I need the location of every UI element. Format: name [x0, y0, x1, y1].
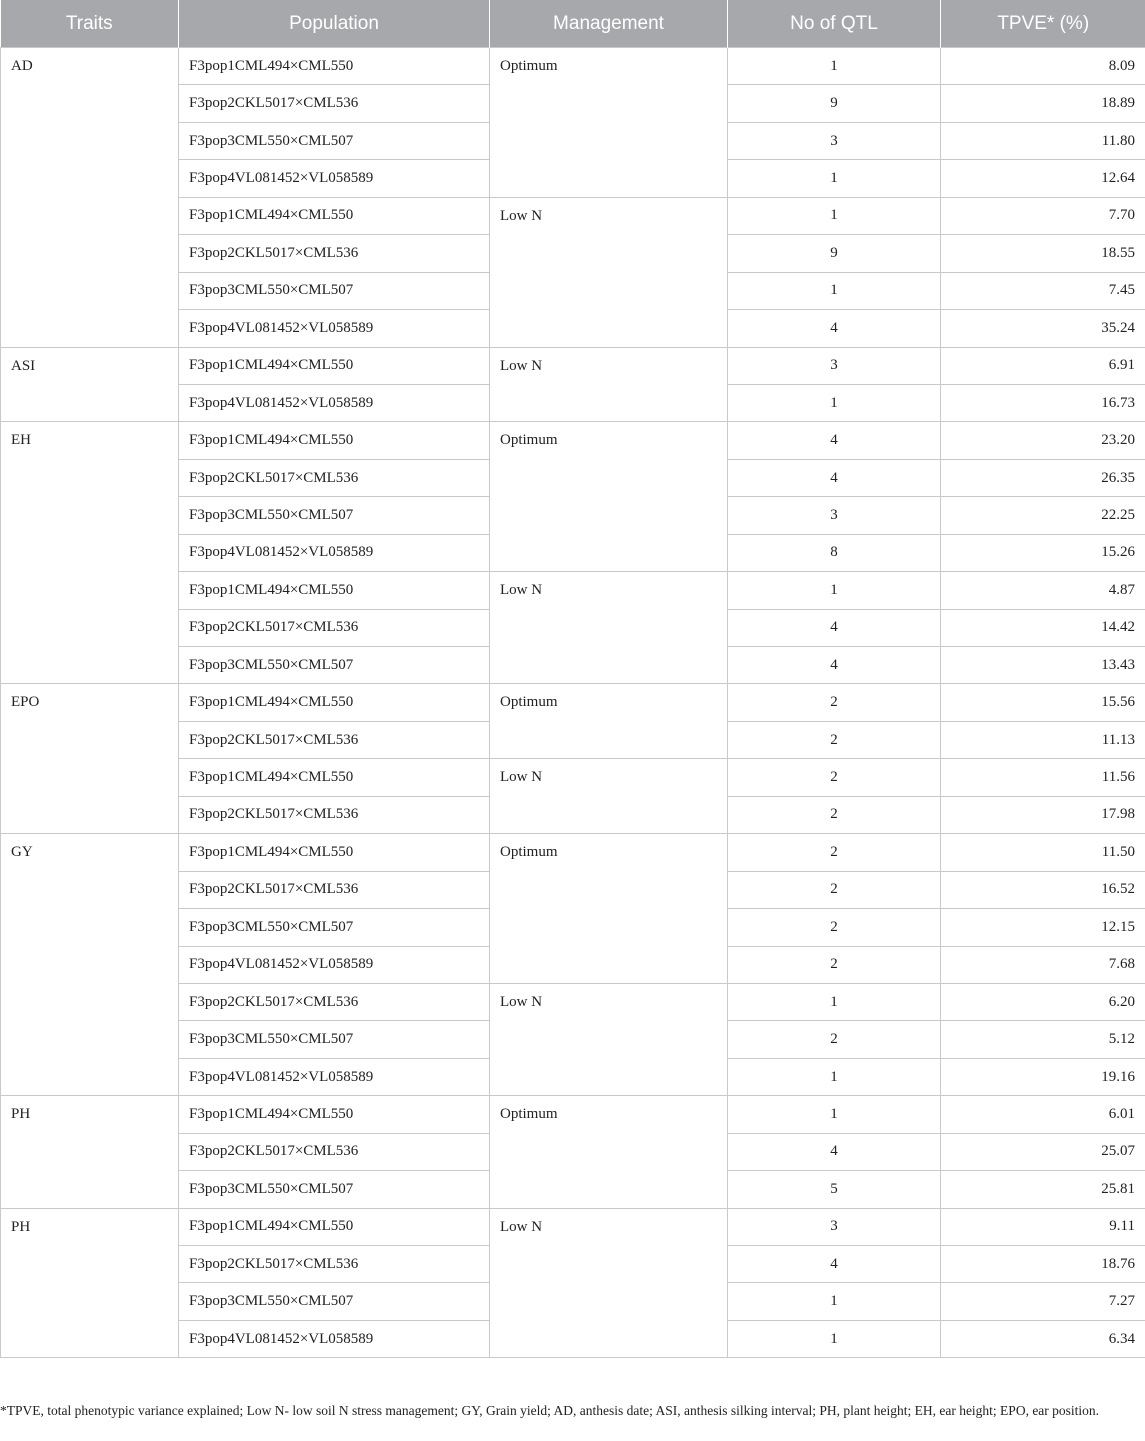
- tpve-cell: 9.11: [941, 1208, 1145, 1245]
- population-cell: F3pop3CML550×CML507: [179, 1021, 490, 1058]
- population-cell: F3pop3CML550×CML507: [179, 647, 490, 684]
- header-tpve: TPVE* (%): [941, 0, 1145, 48]
- qtl-count-cell: 1: [728, 983, 941, 1020]
- qtl-count-cell: 4: [728, 422, 941, 459]
- qtl-count-cell: 8: [728, 534, 941, 571]
- population-cell: F3pop2CKL5017×CML536: [179, 1246, 490, 1283]
- tpve-cell: 25.07: [941, 1133, 1145, 1170]
- table-row: [1, 1208, 1145, 1245]
- table-row: [1, 834, 1145, 871]
- population-cell: F3pop1CML494×CML550: [179, 1096, 490, 1133]
- trait-cell: EH: [1, 422, 179, 684]
- population-cell: F3pop3CML550×CML507: [179, 1171, 490, 1208]
- tpve-cell: 11.13: [941, 721, 1145, 758]
- population-cell: F3pop2CKL5017×CML536: [179, 459, 490, 496]
- qtl-count-cell: 2: [728, 759, 941, 796]
- qtl-count-cell: 1: [728, 1283, 941, 1320]
- trait-cell: PH: [1, 1096, 179, 1208]
- qtl-count-cell: 2: [728, 721, 941, 758]
- population-cell: F3pop4VL081452×VL058589: [179, 946, 490, 983]
- qtl-count-cell: 1: [728, 272, 941, 309]
- population-cell: F3pop3CML550×CML507: [179, 1283, 490, 1320]
- table-footnote: *TPVE, total phenotypic variance explained; Low N- low soil N stress management; GY, Grain yield; AD, anthesis date; ASI, anthesis silking interval; PH, plant height; EH, ear height; EPO, ear position.: [0, 1403, 1100, 1418]
- qtl-count-cell: 4: [728, 1133, 941, 1170]
- qtl-count-cell: 2: [728, 796, 941, 833]
- tpve-cell: 7.70: [941, 197, 1145, 234]
- header-row: [1, 0, 1145, 48]
- tpve-cell: 6.91: [941, 347, 1145, 384]
- qtl-count-cell: 5: [728, 1171, 941, 1208]
- population-cell: F3pop1CML494×CML550: [179, 572, 490, 609]
- qtl-count-cell: 9: [728, 85, 941, 122]
- population-cell: F3pop1CML494×CML550: [179, 347, 490, 384]
- population-cell: F3pop2CKL5017×CML536: [179, 609, 490, 646]
- tpve-cell: 18.89: [941, 85, 1145, 122]
- qtl-count-cell: 1: [728, 1096, 941, 1133]
- qtl-count-cell: 2: [728, 1021, 941, 1058]
- tpve-cell: 11.50: [941, 834, 1145, 871]
- tpve-cell: 23.20: [941, 422, 1145, 459]
- population-cell: F3pop3CML550×CML507: [179, 122, 490, 159]
- tpve-cell: 18.76: [941, 1246, 1145, 1283]
- population-cell: F3pop1CML494×CML550: [179, 48, 490, 85]
- tpve-cell: 22.25: [941, 497, 1145, 534]
- management-cell: Optimum: [490, 1096, 728, 1208]
- management-cell: Low N: [490, 197, 728, 347]
- tpve-cell: 13.43: [941, 647, 1145, 684]
- population-cell: F3pop4VL081452×VL058589: [179, 160, 490, 197]
- population-cell: F3pop1CML494×CML550: [179, 759, 490, 796]
- qtl-count-cell: 1: [728, 1058, 941, 1095]
- tpve-cell: 11.80: [941, 122, 1145, 159]
- header-no-of-qtl: No of QTL: [728, 0, 941, 48]
- qtl-count-cell: 1: [728, 572, 941, 609]
- qtl-count-cell: 1: [728, 1320, 941, 1357]
- qtl-count-cell: 1: [728, 48, 941, 85]
- qtl-count-cell: 2: [728, 684, 941, 721]
- population-cell: F3pop2CKL5017×CML536: [179, 871, 490, 908]
- table-row: [1, 48, 1145, 85]
- management-cell: Low N: [490, 572, 728, 684]
- table-row: [1, 347, 1145, 384]
- tpve-cell: 4.87: [941, 572, 1145, 609]
- trait-cell: ASI: [1, 347, 179, 422]
- trait-cell: PH: [1, 1208, 179, 1358]
- population-cell: F3pop4VL081452×VL058589: [179, 384, 490, 421]
- tpve-cell: 15.26: [941, 534, 1145, 571]
- table-row: [1, 1096, 1145, 1133]
- tpve-cell: 11.56: [941, 759, 1145, 796]
- tpve-cell: 8.09: [941, 48, 1145, 85]
- qtl-count-cell: 2: [728, 946, 941, 983]
- qtl-count-cell: 1: [728, 197, 941, 234]
- qtl-count-cell: 3: [728, 347, 941, 384]
- header-management: Management: [490, 0, 728, 48]
- qtl-count-cell: 3: [728, 497, 941, 534]
- management-cell: Optimum: [490, 422, 728, 572]
- population-cell: F3pop2CKL5017×CML536: [179, 983, 490, 1020]
- population-cell: F3pop1CML494×CML550: [179, 684, 490, 721]
- population-cell: F3pop3CML550×CML507: [179, 497, 490, 534]
- tpve-cell: 15.56: [941, 684, 1145, 721]
- tpve-cell: 18.55: [941, 235, 1145, 272]
- tpve-cell: 7.68: [941, 946, 1145, 983]
- tpve-cell: 6.01: [941, 1096, 1145, 1133]
- qtl-count-cell: 2: [728, 834, 941, 871]
- population-cell: F3pop4VL081452×VL058589: [179, 310, 490, 347]
- population-cell: F3pop2CKL5017×CML536: [179, 721, 490, 758]
- table-row: [1, 684, 1145, 721]
- management-cell: Low N: [490, 983, 728, 1095]
- population-cell: F3pop3CML550×CML507: [179, 272, 490, 309]
- population-cell: F3pop2CKL5017×CML536: [179, 796, 490, 833]
- tpve-cell: 25.81: [941, 1171, 1145, 1208]
- population-cell: F3pop1CML494×CML550: [179, 422, 490, 459]
- tpve-cell: 16.52: [941, 871, 1145, 908]
- tpve-cell: 7.27: [941, 1283, 1145, 1320]
- trait-cell: AD: [1, 48, 179, 348]
- qtl-count-cell: 1: [728, 384, 941, 421]
- tpve-cell: 14.42: [941, 609, 1145, 646]
- tpve-cell: 12.15: [941, 909, 1145, 946]
- population-cell: F3pop3CML550×CML507: [179, 909, 490, 946]
- population-cell: F3pop4VL081452×VL058589: [179, 1320, 490, 1357]
- qtl-count-cell: 9: [728, 235, 941, 272]
- table-row: [1, 422, 1145, 459]
- tpve-cell: 17.98: [941, 796, 1145, 833]
- qtl-count-cell: 1: [728, 160, 941, 197]
- qtl-count-cell: 4: [728, 609, 941, 646]
- qtl-count-cell: 4: [728, 459, 941, 496]
- tpve-cell: 6.34: [941, 1320, 1145, 1357]
- table-body: [1, 48, 1145, 1358]
- qtl-count-cell: 4: [728, 647, 941, 684]
- population-cell: F3pop2CKL5017×CML536: [179, 1133, 490, 1170]
- population-cell: F3pop4VL081452×VL058589: [179, 1058, 490, 1095]
- qtl-count-cell: 3: [728, 1208, 941, 1245]
- tpve-cell: 7.45: [941, 272, 1145, 309]
- tpve-cell: 6.20: [941, 983, 1145, 1020]
- tpve-cell: 35.24: [941, 310, 1145, 347]
- population-cell: F3pop2CKL5017×CML536: [179, 85, 490, 122]
- tpve-cell: 26.35: [941, 459, 1145, 496]
- qtl-count-cell: 4: [728, 1246, 941, 1283]
- tpve-cell: 5.12: [941, 1021, 1145, 1058]
- population-cell: F3pop1CML494×CML550: [179, 834, 490, 871]
- population-cell: F3pop1CML494×CML550: [179, 1208, 490, 1245]
- management-cell: Low N: [490, 759, 728, 834]
- population-cell: F3pop1CML494×CML550: [179, 197, 490, 234]
- tpve-cell: 16.73: [941, 384, 1145, 421]
- management-cell: Optimum: [490, 684, 728, 759]
- tpve-cell: 12.64: [941, 160, 1145, 197]
- header-population: Population: [179, 0, 490, 48]
- trait-cell: GY: [1, 834, 179, 1096]
- qtl-count-cell: 4: [728, 310, 941, 347]
- trait-cell: EPO: [1, 684, 179, 834]
- tpve-cell: 19.16: [941, 1058, 1145, 1095]
- population-cell: F3pop4VL081452×VL058589: [179, 534, 490, 571]
- qtl-count-cell: 3: [728, 122, 941, 159]
- management-cell: Low N: [490, 1208, 728, 1358]
- management-cell: Optimum: [490, 834, 728, 984]
- management-cell: Optimum: [490, 48, 728, 198]
- header-traits: Traits: [1, 0, 179, 48]
- qtl-count-cell: 2: [728, 909, 941, 946]
- management-cell: Low N: [490, 347, 728, 422]
- population-cell: F3pop2CKL5017×CML536: [179, 235, 490, 272]
- qtl-count-cell: 2: [728, 871, 941, 908]
